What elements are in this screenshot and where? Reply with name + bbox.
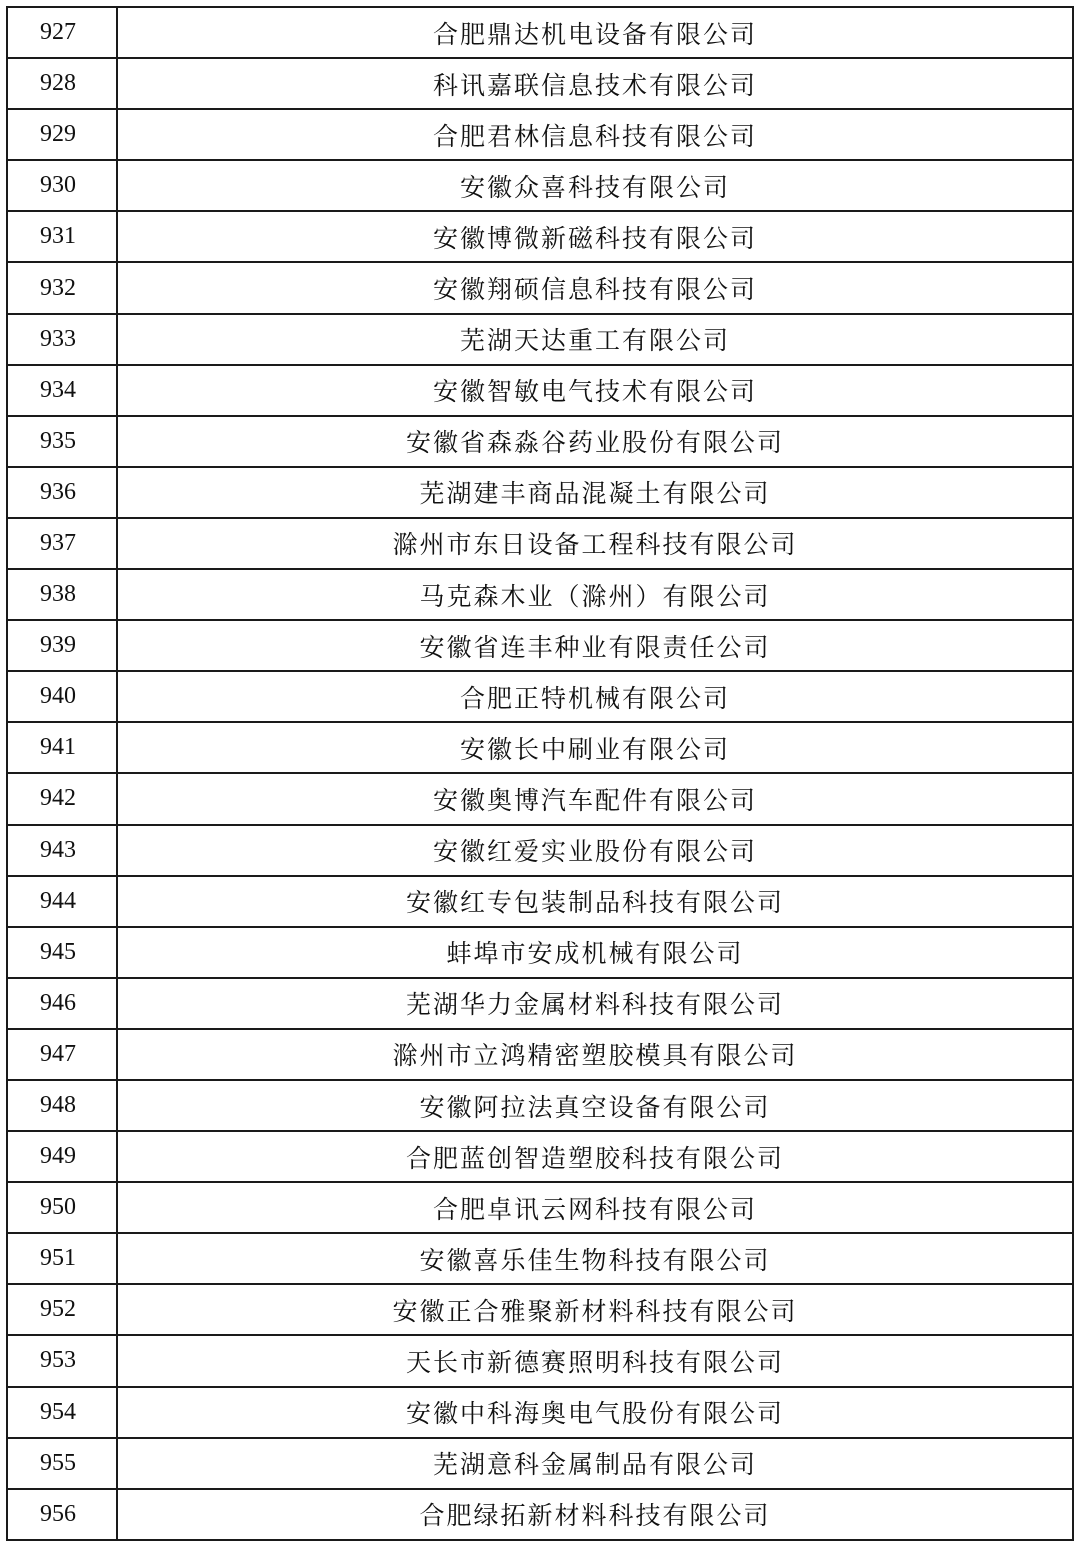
table-row bbox=[8, 672, 1072, 723]
table-row bbox=[8, 1336, 1072, 1387]
row-number: 934 bbox=[8, 366, 118, 415]
row-number: 947 bbox=[8, 1030, 118, 1079]
row-number: 939 bbox=[8, 621, 118, 670]
company-name: 安徽红专包装制品科技有限公司 bbox=[405, 888, 784, 918]
company-name: 安徽翔硕信息科技有限公司 bbox=[432, 275, 757, 305]
row-number: 935 bbox=[8, 417, 118, 466]
table-row bbox=[8, 570, 1072, 621]
row-number: 953 bbox=[8, 1336, 118, 1385]
row-number: 951 bbox=[8, 1234, 118, 1283]
company-name: 合肥君林信息科技有限公司 bbox=[432, 121, 757, 151]
company-name: 合肥卓讯云网科技有限公司 bbox=[432, 1194, 757, 1224]
row-number: 931 bbox=[8, 212, 118, 261]
company-name: 安徽博微新磁科技有限公司 bbox=[432, 223, 757, 253]
row-number: 948 bbox=[8, 1081, 118, 1130]
table-row bbox=[8, 1285, 1072, 1336]
row-number: 943 bbox=[8, 826, 118, 875]
table-row bbox=[8, 212, 1072, 263]
company-name: 安徽奥博汽车配件有限公司 bbox=[432, 785, 757, 815]
table-row bbox=[8, 1439, 1072, 1490]
company-name: 安徽长中刷业有限公司 bbox=[459, 734, 730, 764]
company-name: 芜湖建丰商品混凝土有限公司 bbox=[419, 479, 771, 509]
table-row bbox=[8, 979, 1072, 1030]
company-list-table bbox=[6, 6, 1074, 1541]
table-row bbox=[8, 468, 1072, 519]
table-row bbox=[8, 1388, 1072, 1439]
row-number: 942 bbox=[8, 774, 118, 823]
company-name: 芜湖意科金属制品有限公司 bbox=[432, 1450, 757, 1480]
row-number: 949 bbox=[8, 1132, 118, 1181]
row-number: 927 bbox=[8, 8, 118, 57]
row-number: 944 bbox=[8, 877, 118, 926]
row-number: 952 bbox=[8, 1285, 118, 1334]
table-row bbox=[8, 723, 1072, 774]
company-name: 安徽红爱实业股份有限公司 bbox=[432, 837, 757, 867]
table-row bbox=[8, 8, 1072, 59]
row-number: 936 bbox=[8, 468, 118, 517]
table-row bbox=[8, 110, 1072, 161]
table-row bbox=[8, 1183, 1072, 1234]
row-number: 938 bbox=[8, 570, 118, 619]
row-number: 928 bbox=[8, 59, 118, 108]
table-row bbox=[8, 417, 1072, 468]
company-name: 安徽省森淼谷药业股份有限公司 bbox=[405, 428, 784, 458]
company-name: 蚌埠市安成机械有限公司 bbox=[446, 939, 744, 969]
table-row bbox=[8, 826, 1072, 877]
table-row bbox=[8, 1081, 1072, 1132]
row-number: 929 bbox=[8, 110, 118, 159]
table-row bbox=[8, 1490, 1072, 1541]
company-name: 合肥绿拓新材料科技有限公司 bbox=[419, 1501, 771, 1531]
table-row bbox=[8, 366, 1072, 417]
company-name: 安徽智敏电气技术有限公司 bbox=[432, 377, 757, 407]
table-row bbox=[8, 1234, 1072, 1285]
company-name: 滁州市东日设备工程科技有限公司 bbox=[392, 530, 798, 560]
company-name: 合肥鼎达机电设备有限公司 bbox=[432, 19, 757, 49]
row-number: 955 bbox=[8, 1439, 118, 1488]
company-name: 合肥蓝创智造塑胶科技有限公司 bbox=[405, 1143, 784, 1173]
row-number: 956 bbox=[8, 1490, 118, 1539]
company-name: 滁州市立鸿精密塑胶模具有限公司 bbox=[392, 1041, 798, 1071]
table-row bbox=[8, 774, 1072, 825]
company-name: 天长市新德赛照明科技有限公司 bbox=[405, 1347, 784, 1377]
company-name: 安徽中科海奥电气股份有限公司 bbox=[405, 1399, 784, 1429]
company-name: 安徽省连丰种业有限责任公司 bbox=[419, 632, 771, 662]
table-row bbox=[8, 928, 1072, 979]
row-number: 945 bbox=[8, 928, 118, 977]
row-number: 940 bbox=[8, 672, 118, 721]
row-number: 941 bbox=[8, 723, 118, 772]
table-row bbox=[8, 315, 1072, 366]
table-row bbox=[8, 161, 1072, 212]
company-name: 安徽喜乐佳生物科技有限公司 bbox=[419, 1245, 771, 1275]
company-name: 安徽众喜科技有限公司 bbox=[459, 172, 730, 202]
company-name: 科讯嘉联信息技术有限公司 bbox=[432, 70, 757, 100]
table-row bbox=[8, 59, 1072, 110]
company-name: 安徽阿拉法真空设备有限公司 bbox=[419, 1092, 771, 1122]
row-number: 932 bbox=[8, 263, 118, 312]
table-row bbox=[8, 621, 1072, 672]
table-row bbox=[8, 1030, 1072, 1081]
row-number: 930 bbox=[8, 161, 118, 210]
company-name: 芜湖天达重工有限公司 bbox=[459, 326, 730, 356]
row-number: 933 bbox=[8, 315, 118, 364]
table-row bbox=[8, 1132, 1072, 1183]
table-row bbox=[8, 519, 1072, 570]
row-number: 937 bbox=[8, 519, 118, 568]
row-number: 950 bbox=[8, 1183, 118, 1232]
table-row bbox=[8, 877, 1072, 928]
table-row bbox=[8, 263, 1072, 314]
company-name: 马克森木业（滁州）有限公司 bbox=[419, 581, 771, 611]
company-name: 合肥正特机械有限公司 bbox=[459, 683, 730, 713]
company-name: 芜湖华力金属材料科技有限公司 bbox=[405, 990, 784, 1020]
row-number: 954 bbox=[8, 1388, 118, 1437]
row-number: 946 bbox=[8, 979, 118, 1028]
company-name: 安徽正合雅聚新材料科技有限公司 bbox=[392, 1296, 798, 1326]
